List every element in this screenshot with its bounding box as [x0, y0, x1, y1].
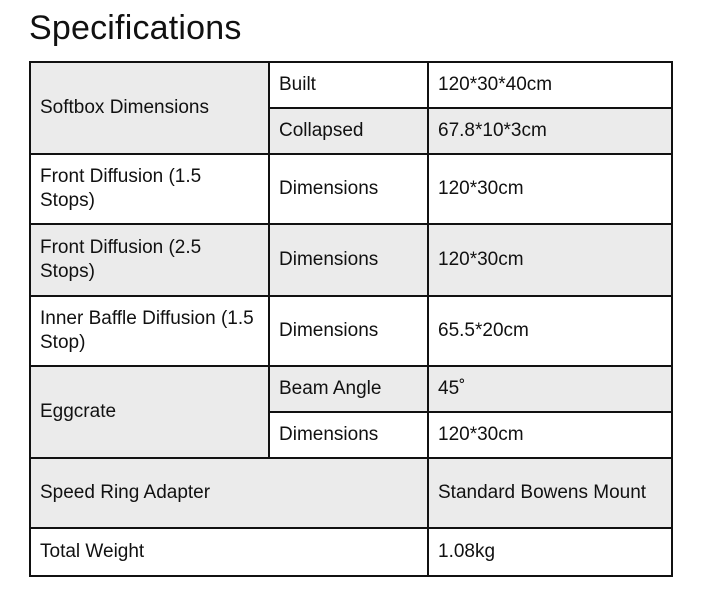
row-sublabel: Dimensions: [269, 412, 428, 458]
row-sublabel: Dimensions: [269, 296, 428, 366]
row-sublabel: Dimensions: [269, 224, 428, 296]
row-sublabel: Collapsed: [269, 108, 428, 154]
row-sublabel: Dimensions: [269, 154, 428, 224]
row-value: 67.8*10*3cm: [428, 108, 672, 154]
row-label: Inner Baffle Diffusion (1.5 Stop): [30, 296, 269, 366]
table-row: [30, 62, 672, 108]
row-label: Front Diffusion (2.5 Stops): [30, 224, 269, 296]
table-row: [30, 296, 672, 366]
row-value: 120*30cm: [428, 154, 672, 224]
row-value: 45˚: [428, 366, 672, 412]
row-label: Softbox Dimensions: [30, 62, 269, 154]
page-title: Specifications: [29, 9, 242, 47]
row-value: Standard Bowens Mount: [428, 458, 672, 528]
table-row: [30, 224, 672, 296]
table-row: [30, 154, 672, 224]
row-label: Eggcrate: [30, 366, 269, 458]
row-sublabel: Beam Angle: [269, 366, 428, 412]
row-value: 120*30cm: [428, 412, 672, 458]
specifications-table: [29, 61, 673, 577]
row-label: Front Diffusion (1.5 Stops): [30, 154, 269, 224]
row-sublabel: Built: [269, 62, 428, 108]
row-value: 120*30cm: [428, 224, 672, 296]
row-label: Total Weight: [30, 528, 428, 576]
row-value: 1.08kg: [428, 528, 672, 576]
table-row: [30, 458, 672, 528]
row-value: 65.5*20cm: [428, 296, 672, 366]
row-label: Speed Ring Adapter: [30, 458, 428, 528]
table-row: [30, 528, 672, 576]
table-row: [30, 366, 672, 412]
row-value: 120*30*40cm: [428, 62, 672, 108]
